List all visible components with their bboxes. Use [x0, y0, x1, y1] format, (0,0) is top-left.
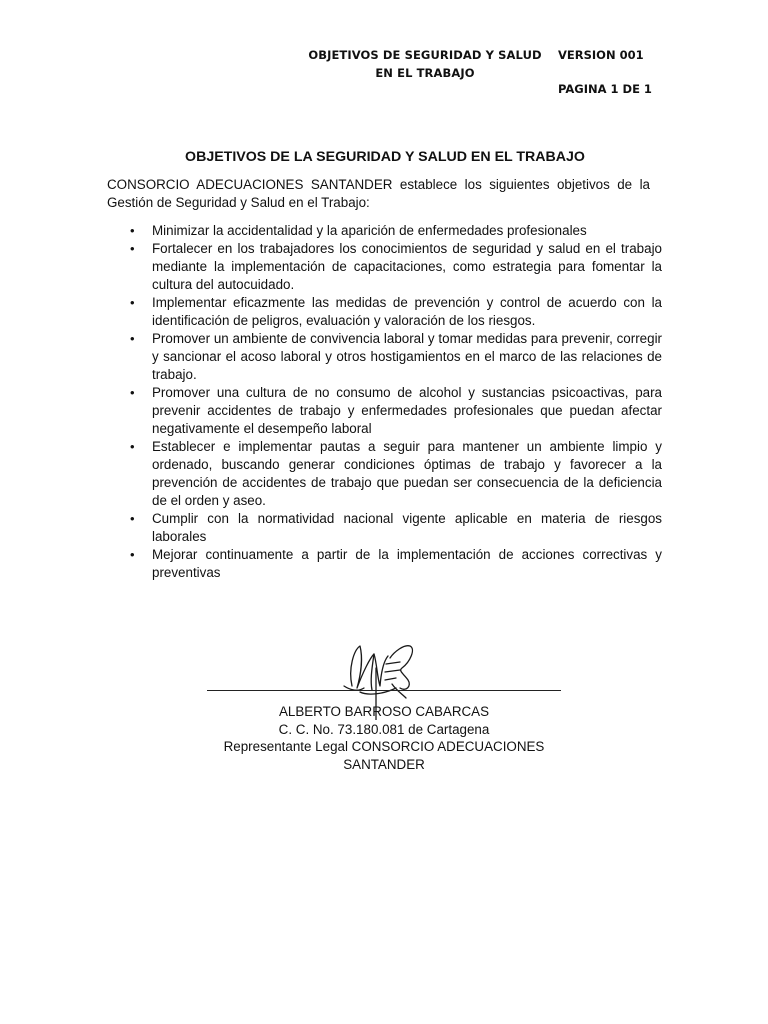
objective-text: Mejorar continuamente a partir de la implementación de acciones correctivas y preventivas	[152, 547, 662, 580]
signatory-block	[184, 703, 584, 773]
objective-item	[130, 546, 662, 582]
header-title: OBJETIVOS DE SEGURIDAD Y SALUD EN EL TRABAJO	[308, 48, 542, 80]
objective-item	[130, 510, 662, 546]
signature-line	[207, 690, 561, 691]
objective-item	[130, 222, 662, 240]
objective-item	[130, 384, 662, 438]
objective-text: Cumplir con la normatividad nacional vigente aplicable en materia de riesgos laborales	[152, 511, 662, 544]
signatory-role: Representante Legal CONSORCIO ADECUACIONES	[223, 739, 545, 754]
bullet-icon: •	[130, 331, 135, 346]
signatory-id: C. C. No. 73.180.081 de Cartagena	[278, 721, 490, 737]
objective-text: Implementar eficazmente las medidas de prevención y control de acuerdo con la identificación de peligros, evaluación y valoración de los riesgos.	[152, 295, 662, 328]
signatory-name: ALBERTO BARROSO CABARCAS	[278, 704, 490, 719]
bullet-icon: •	[130, 223, 135, 238]
objective-item	[130, 294, 662, 330]
objective-item	[130, 438, 662, 510]
objective-text: Establecer e implementar pautas a seguir para mantener un ambiente limpio y ordenado, buscando generar condiciones óptimas de trabajo y favorecer a la prevención de accidentes de trabajo que puedan ser consecuencia de la deficiencia de el orden y aseo.	[152, 439, 662, 508]
header-page-number: PAGINA 1 DE 1	[558, 82, 652, 96]
objective-text: Promover una cultura de no consumo de alcohol y sustancias psicoactivas, para prevenir accidentes de trabajo y enfermedades profesionales que puedan afectar negativamente el desempeño laboral	[152, 385, 662, 436]
bullet-icon: •	[130, 385, 135, 400]
objective-item	[130, 330, 662, 384]
signatory-role-continued: SANTANDER	[343, 756, 425, 772]
intro-paragraph: CONSORCIO ADECUACIONES SANTANDER establece los siguientes objetivos de la Gestión de Seguridad y Salud en el Trabajo:	[107, 177, 650, 210]
objectives-list	[130, 222, 662, 582]
bullet-icon: •	[130, 511, 135, 526]
bullet-icon: •	[130, 295, 135, 310]
objective-text: Minimizar la accidentalidad y la aparición de enfermedades profesionales	[152, 223, 587, 238]
bullet-icon: •	[130, 241, 135, 256]
document-title: OBJETIVOS DE LA SEGURIDAD Y SALUD EN EL TRABAJO	[185, 149, 585, 165]
objective-text: Fortalecer en los trabajadores los conocimientos de seguridad y salud en el trabajo mediante la implementación de capacitaciones, como estrategia para fomentar la cultura del autocuidado.	[152, 241, 662, 292]
objective-text: Promover un ambiente de convivencia laboral y tomar medidas para prevenir, corregir y sancionar el acoso laboral y otros hostigamientos en el marco de las relaciones de trabajo.	[152, 331, 662, 382]
bullet-icon: •	[130, 439, 135, 454]
bullet-icon: •	[130, 547, 135, 562]
header-version: VERSION 001	[558, 48, 644, 62]
objective-item	[130, 240, 662, 294]
